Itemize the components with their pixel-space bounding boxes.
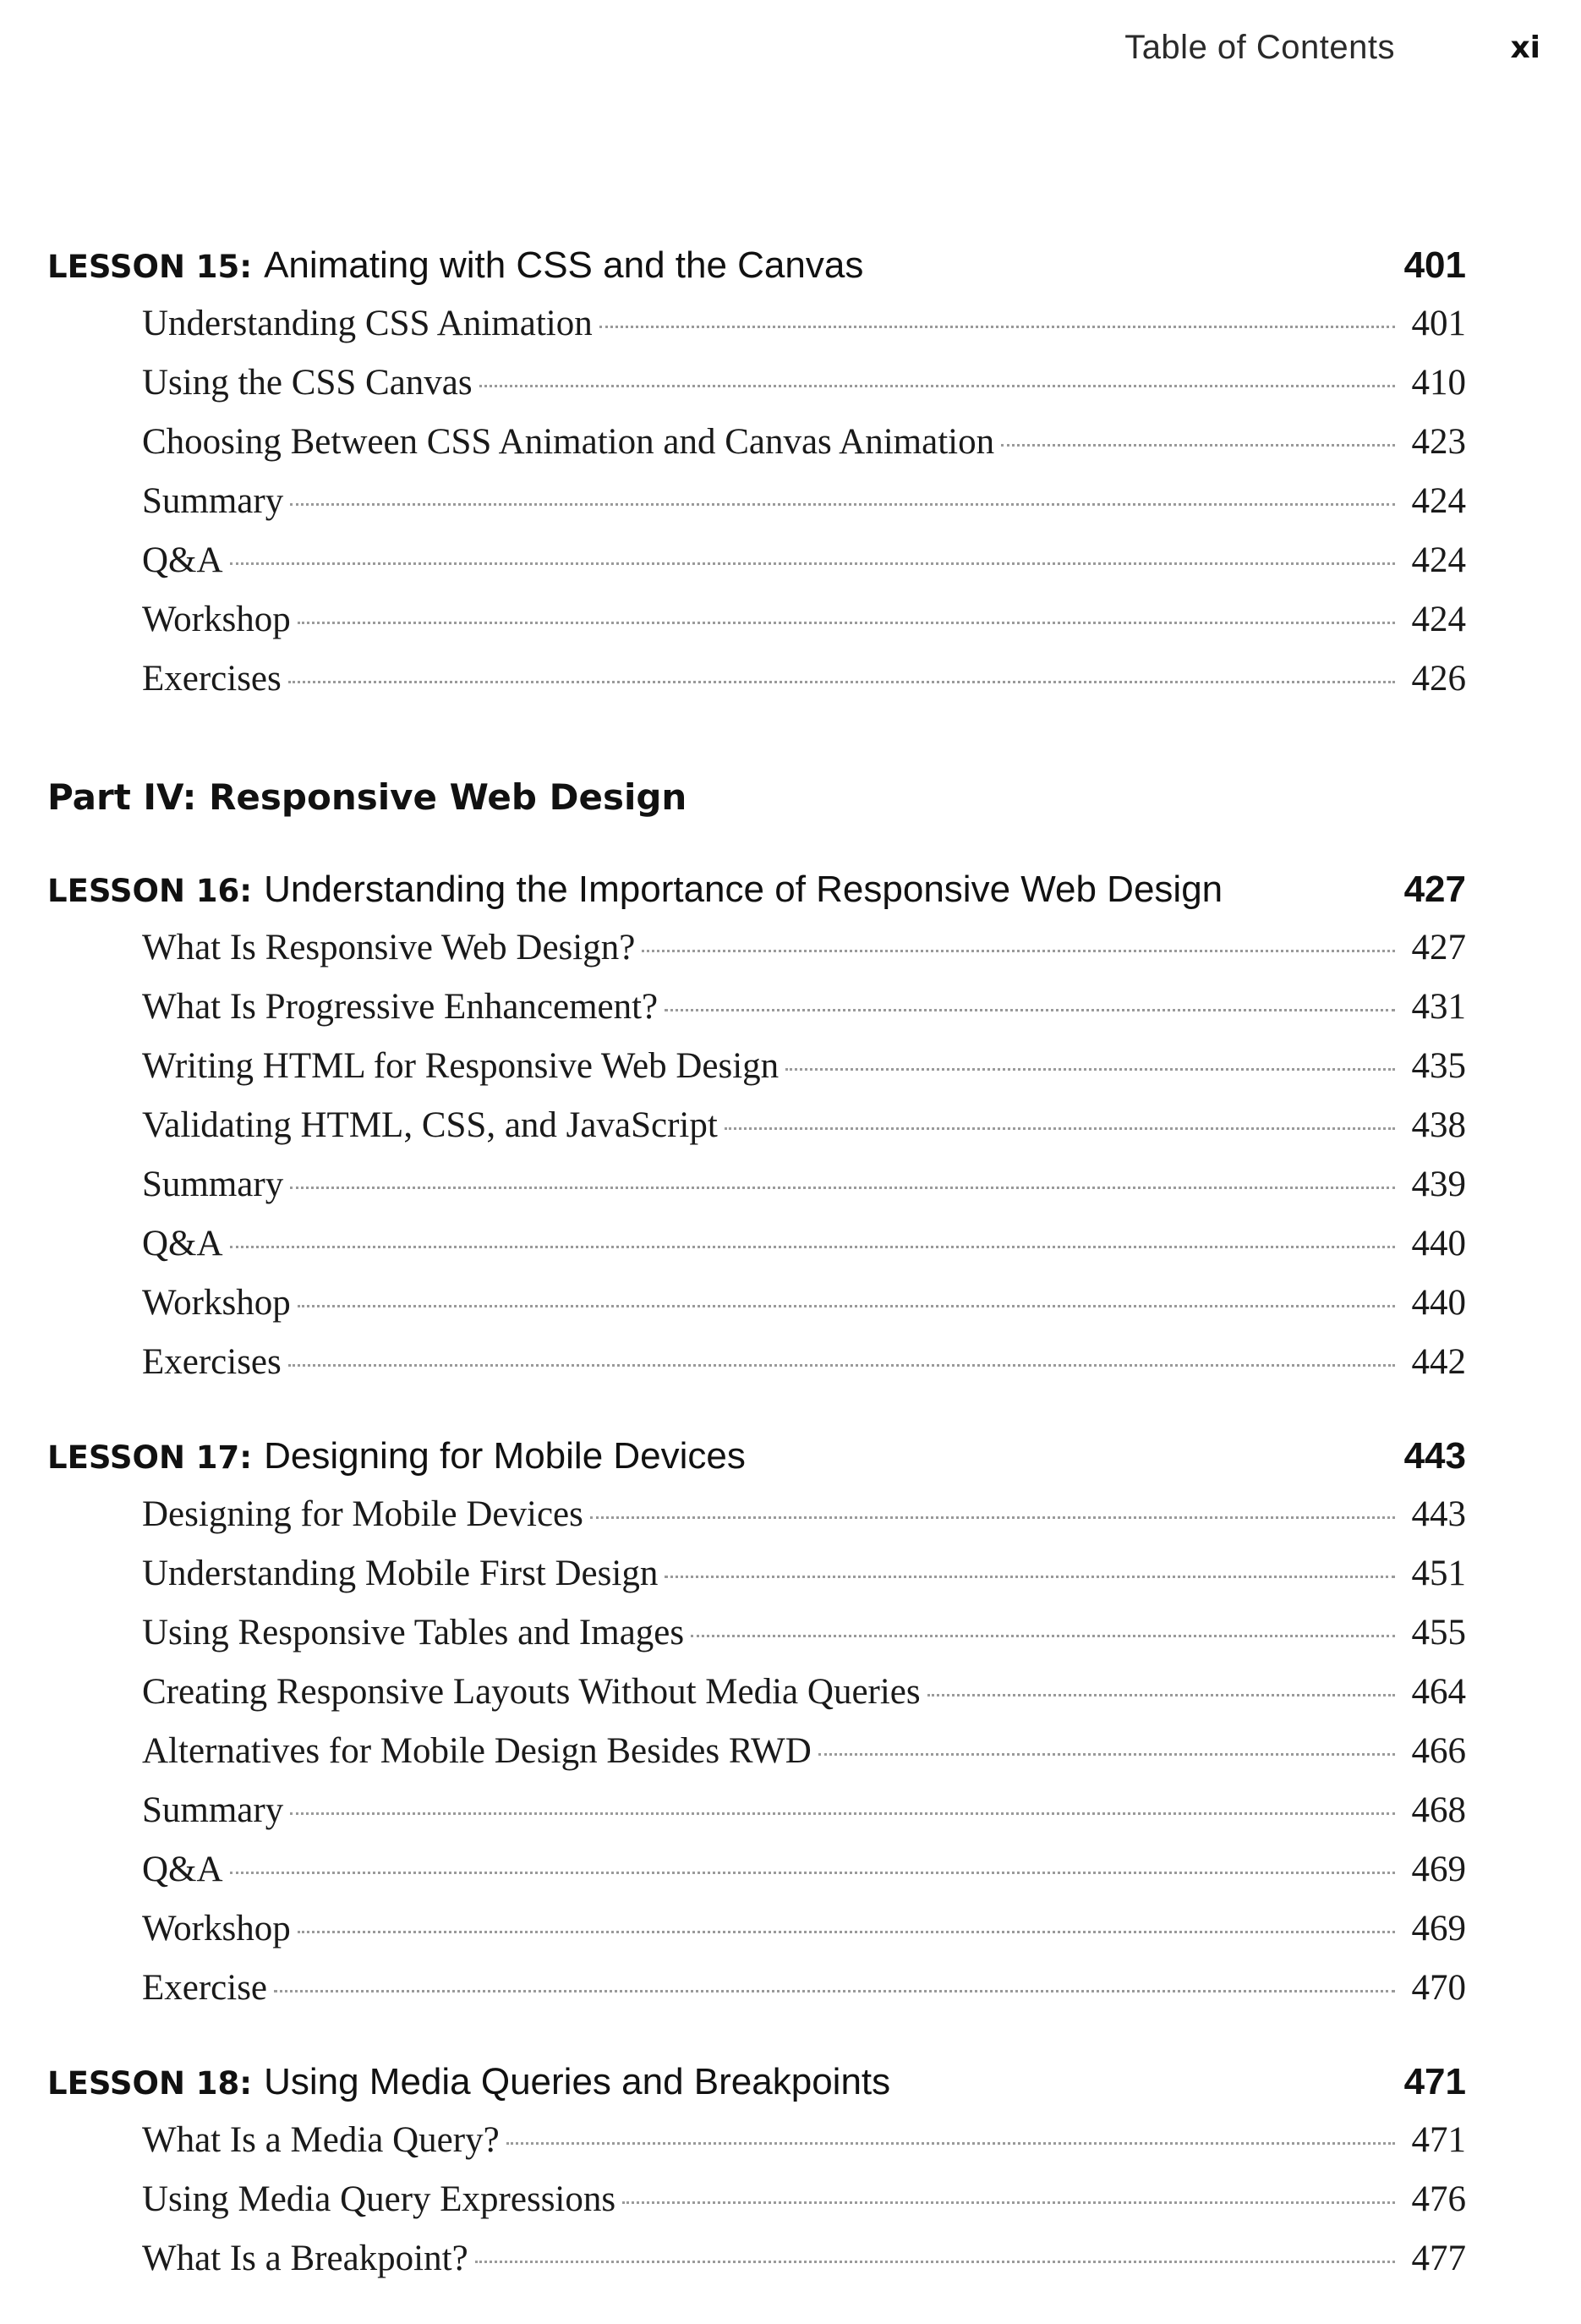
toc-entry-label: Using Media Query Expressions xyxy=(142,2179,616,2219)
toc-entry-page: 427 xyxy=(1411,928,1466,967)
toc-entry-label: Understanding CSS Animation xyxy=(142,304,593,343)
toc-entry[interactable] xyxy=(142,1333,1466,1392)
toc-entry[interactable] xyxy=(142,1274,1466,1333)
toc-entry-page: 476 xyxy=(1411,2179,1466,2219)
toc-entry[interactable] xyxy=(142,1899,1466,1959)
dot-leader xyxy=(298,622,1395,624)
toc-entry-label: Validating HTML, CSS, and JavaScript xyxy=(142,1105,718,1145)
dot-leader xyxy=(785,1068,1395,1071)
toc-entry-label: Designing for Mobile Devices xyxy=(142,1494,583,1534)
toc-entry-label: Workshop xyxy=(142,600,291,639)
toc-entry[interactable] xyxy=(142,1722,1466,1781)
dot-leader xyxy=(691,1635,1395,1637)
dot-leader xyxy=(1001,444,1395,447)
toc-entry-page: 431 xyxy=(1411,987,1466,1027)
toc-entry-page: 442 xyxy=(1411,1342,1466,1382)
toc-entry[interactable] xyxy=(142,1544,1466,1603)
lesson-section xyxy=(47,2053,1466,2288)
lesson-page-number: 471 xyxy=(1403,2061,1466,2102)
lesson-heading[interactable] xyxy=(47,2053,1466,2111)
lesson-entries xyxy=(47,1485,1466,2018)
toc-entry[interactable] xyxy=(142,2170,1466,2229)
dot-leader xyxy=(479,385,1395,387)
toc-entry-page: 469 xyxy=(1411,1909,1466,1949)
toc-entry[interactable] xyxy=(142,2111,1466,2170)
toc-entry-label: Exercise xyxy=(142,1968,268,2008)
toc-entry-label: What Is Progressive Enhancement? xyxy=(142,987,659,1027)
lesson-title: Designing for Mobile Devices xyxy=(264,1435,746,1477)
dot-leader xyxy=(642,950,1395,952)
lesson-number-label: LESSON 17: xyxy=(47,1439,253,1476)
toc-entry-page: 439 xyxy=(1411,1165,1466,1204)
toc-entry-label: Q&A xyxy=(142,1224,223,1263)
lesson-section xyxy=(47,1428,1466,2018)
toc-entry-label: What Is Responsive Web Design? xyxy=(142,928,636,967)
dot-leader xyxy=(818,1753,1395,1756)
toc-entry[interactable] xyxy=(142,1155,1466,1214)
toc-entry-label: What Is a Media Query? xyxy=(142,2120,500,2160)
dot-leader xyxy=(290,1187,1395,1189)
toc-entry-label: Using the CSS Canvas xyxy=(142,363,473,403)
toc-entry[interactable] xyxy=(142,1781,1466,1840)
toc-entry-label: Summary xyxy=(142,481,284,521)
toc-entry[interactable] xyxy=(142,1037,1466,1096)
toc-entry-label: Exercises xyxy=(142,659,282,699)
lesson-heading[interactable] xyxy=(47,861,1466,918)
dot-leader xyxy=(288,1364,1395,1367)
running-head xyxy=(0,25,1581,76)
lesson-number-label: LESSON 15: xyxy=(47,249,253,285)
dot-leader xyxy=(665,1009,1395,1011)
toc-entry-page: 440 xyxy=(1411,1283,1466,1323)
lesson-number-label: LESSON 18: xyxy=(47,2065,253,2102)
toc-entry-page: 435 xyxy=(1411,1046,1466,1086)
lesson-title: Understanding the Importance of Responsive Web Design xyxy=(264,869,1223,910)
dot-leader xyxy=(665,1576,1395,1578)
toc-entry-label: Q&A xyxy=(142,1850,223,1889)
lesson-number-label: LESSON 16: xyxy=(47,873,253,909)
toc-entry-page: 401 xyxy=(1411,304,1466,343)
toc-entry-label: Exercises xyxy=(142,1342,282,1382)
lesson-title: Animating with CSS and the Canvas xyxy=(264,244,864,286)
dot-leader xyxy=(230,562,1395,565)
toc-entry-page: 451 xyxy=(1411,1554,1466,1593)
table-of-contents xyxy=(47,237,1466,2324)
toc-entry-page: 466 xyxy=(1411,1731,1466,1771)
page-number: xi xyxy=(1510,30,1540,65)
dot-leader xyxy=(725,1127,1395,1130)
lesson-entries xyxy=(47,918,1466,1392)
toc-entry-page: 424 xyxy=(1411,600,1466,639)
dot-leader xyxy=(506,2142,1395,2145)
toc-entry-page: 470 xyxy=(1411,1968,1466,2008)
running-head-title: Table of Contents xyxy=(1124,29,1395,66)
dot-leader xyxy=(590,1516,1395,1519)
toc-entry[interactable] xyxy=(142,472,1466,531)
toc-entry-page: 468 xyxy=(1411,1790,1466,1830)
toc-entry-page: 423 xyxy=(1411,422,1466,462)
toc-entry-label: Q&A xyxy=(142,540,223,580)
toc-entry-label: Choosing Between CSS Animation and Canvas Animation xyxy=(142,422,995,462)
toc-entry-page: 424 xyxy=(1411,481,1466,521)
toc-entry-label: Creating Responsive Layouts Without Media Queries xyxy=(142,1672,921,1712)
toc-entry-page: 443 xyxy=(1411,1494,1466,1534)
toc-entry-page: 426 xyxy=(1411,659,1466,699)
toc-entry[interactable] xyxy=(142,1603,1466,1663)
toc-entry-page: 424 xyxy=(1411,540,1466,580)
toc-entry-page: 440 xyxy=(1411,1224,1466,1263)
lesson-page-number: 443 xyxy=(1403,1435,1466,1477)
dot-leader xyxy=(622,2201,1395,2204)
toc-entry-page: 410 xyxy=(1411,363,1466,403)
toc-entry-label: What Is a Breakpoint? xyxy=(142,2239,468,2278)
dot-leader xyxy=(475,2261,1395,2263)
dot-leader xyxy=(230,1246,1395,1248)
toc-entry[interactable] xyxy=(142,413,1466,472)
dot-leader xyxy=(288,681,1395,683)
dot-leader xyxy=(274,1990,1395,1992)
toc-entry-page: 455 xyxy=(1411,1613,1466,1653)
lesson-page-number: 401 xyxy=(1403,244,1466,286)
part-heading: Part IV: Responsive Web Design xyxy=(47,776,687,818)
dot-leader xyxy=(298,1305,1395,1307)
toc-entry[interactable] xyxy=(142,590,1466,650)
toc-entry[interactable] xyxy=(142,294,1466,354)
toc-entry-page: 477 xyxy=(1411,2239,1466,2278)
toc-entry-page: 464 xyxy=(1411,1672,1466,1712)
toc-entry[interactable] xyxy=(142,1840,1466,1899)
lesson-page-number: 427 xyxy=(1403,869,1466,910)
toc-entry[interactable] xyxy=(142,354,1466,413)
lesson-section xyxy=(47,237,1466,709)
toc-entry[interactable] xyxy=(142,1663,1466,1722)
dot-leader xyxy=(599,326,1395,328)
toc-entry-label: Workshop xyxy=(142,1283,291,1323)
toc-entry-page: 438 xyxy=(1411,1105,1466,1145)
toc-entry[interactable] xyxy=(142,1485,1466,1544)
lesson-entries xyxy=(47,294,1466,709)
toc-entry-label: Alternatives for Mobile Design Besides RWD xyxy=(142,1731,812,1771)
toc-entry-page: 471 xyxy=(1411,2120,1466,2160)
toc-entry[interactable] xyxy=(142,1959,1466,2018)
toc-entry[interactable] xyxy=(142,650,1466,709)
toc-entry-label: Writing HTML for Responsive Web Design xyxy=(142,1046,780,1086)
lesson-heading[interactable] xyxy=(47,237,1466,294)
dot-leader xyxy=(927,1694,1395,1696)
dot-leader xyxy=(298,1931,1395,1933)
toc-entry-label: Understanding Mobile First Design xyxy=(142,1554,659,1593)
dot-leader xyxy=(230,1872,1395,1874)
lesson-heading[interactable] xyxy=(47,1428,1466,1485)
toc-entry[interactable] xyxy=(142,918,1466,978)
dot-leader xyxy=(290,1812,1395,1815)
toc-entry-label: Using Responsive Tables and Images xyxy=(142,1613,685,1653)
dot-leader xyxy=(290,503,1395,506)
toc-entry[interactable] xyxy=(142,2229,1466,2288)
toc-entry[interactable] xyxy=(142,978,1466,1037)
toc-entry[interactable] xyxy=(142,1096,1466,1155)
lesson-title: Using Media Queries and Breakpoints xyxy=(264,2061,891,2102)
lesson-entries xyxy=(47,2111,1466,2288)
toc-entry-page: 469 xyxy=(1411,1850,1466,1889)
toc-entry-label: Summary xyxy=(142,1165,284,1204)
toc-entry-label: Workshop xyxy=(142,1909,291,1949)
lesson-section xyxy=(47,861,1466,1392)
toc-entry-label: Summary xyxy=(142,1790,284,1830)
toc-entry[interactable] xyxy=(142,531,1466,590)
toc-entry[interactable] xyxy=(142,1214,1466,1274)
